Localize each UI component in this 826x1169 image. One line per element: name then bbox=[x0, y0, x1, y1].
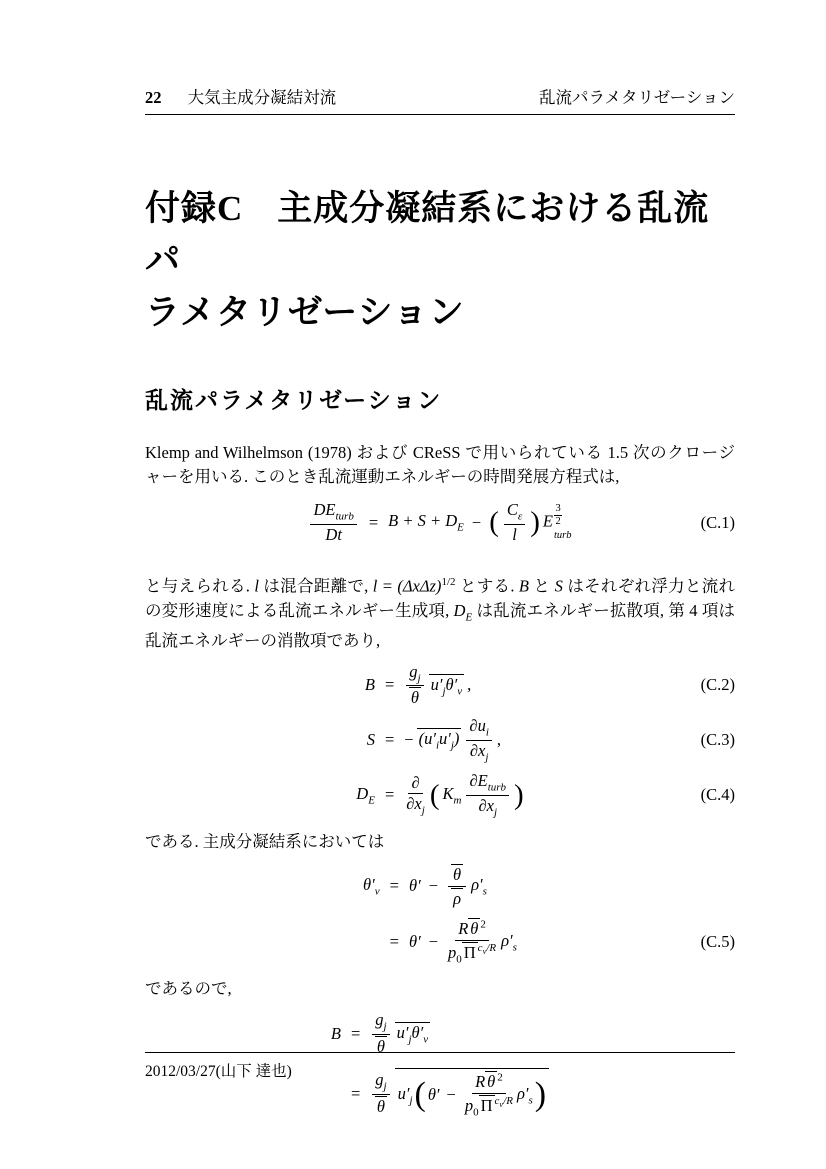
paragraph-1: Klemp and Wilhelmson (1978) および CReSS で用いられている 1.5 次のクロージャーを用いる. このとき乱流運動エネルギーの時間発展方程式は, bbox=[145, 443, 735, 486]
chapter-title bbox=[145, 183, 735, 339]
math-subscript: v bbox=[423, 1033, 429, 1046]
sup-sub-stack bbox=[554, 504, 572, 542]
header-left bbox=[145, 84, 336, 108]
math-token bbox=[431, 676, 463, 698]
equation-rhs bbox=[409, 864, 487, 908]
math-token: u′ bbox=[396, 1023, 409, 1043]
math-subscript: v bbox=[499, 1099, 504, 1110]
overbar-theta: θ bbox=[487, 1072, 496, 1092]
fraction bbox=[310, 501, 356, 544]
math-token: θ′ bbox=[427, 1085, 440, 1105]
math-token: l = (ΔxΔz) bbox=[372, 576, 442, 596]
equals-sign: = bbox=[389, 931, 399, 951]
math-token: B bbox=[518, 576, 529, 596]
math-superscript: 2 bbox=[497, 1071, 503, 1084]
math-token: l bbox=[254, 576, 259, 596]
math-token: B bbox=[364, 675, 375, 695]
overbar-pi: Π bbox=[480, 1095, 493, 1115]
math-token: c bbox=[494, 1095, 500, 1108]
equation-label: (C.2) bbox=[700, 675, 735, 695]
paragraph-2 bbox=[145, 570, 735, 653]
chapter-title-line1 bbox=[145, 183, 735, 287]
math-token: E bbox=[542, 511, 553, 531]
equation-rhs bbox=[404, 663, 471, 708]
math-token: D bbox=[453, 600, 466, 620]
math-subscript: ε bbox=[517, 510, 523, 523]
math-token: S bbox=[554, 576, 563, 596]
math-token bbox=[363, 875, 380, 897]
chapter-title-line2: ラメタリゼーション bbox=[145, 293, 465, 332]
math-subscript: 0 bbox=[456, 953, 462, 966]
math-token: u′ bbox=[397, 1083, 410, 1103]
text-run: と bbox=[528, 576, 555, 596]
equation-rhs bbox=[404, 772, 523, 818]
exponent-fraction bbox=[554, 504, 562, 528]
math-subscript: E bbox=[465, 610, 473, 623]
math-token: θ′ bbox=[408, 876, 421, 896]
overbar-theta: θ bbox=[470, 919, 479, 939]
math-token bbox=[501, 931, 517, 953]
math-token bbox=[356, 784, 375, 806]
equation-lhs bbox=[308, 501, 358, 544]
math-subscript: turb bbox=[487, 781, 507, 794]
fraction bbox=[406, 663, 423, 708]
math-token: ∂x bbox=[469, 740, 486, 760]
math-token: g bbox=[375, 1069, 384, 1089]
equals-sign: = bbox=[384, 675, 395, 695]
math-token: u′ bbox=[439, 729, 451, 749]
equals-sign: = bbox=[350, 1083, 361, 1103]
equation-C1 bbox=[197, 501, 735, 544]
math-token: B bbox=[330, 1023, 341, 1043]
right-paren: ) bbox=[514, 778, 524, 811]
chapter-title-text: 主成分凝結系における乱流パ bbox=[145, 189, 710, 280]
minus-sign: − bbox=[471, 512, 482, 532]
math-subscript: s bbox=[512, 941, 517, 954]
equation-lhs bbox=[331, 1024, 341, 1044]
minus-sign: − bbox=[428, 931, 438, 951]
math-subscript: i bbox=[485, 726, 489, 739]
footer-date-author: 2012/03/27(山下 達也) bbox=[145, 1063, 292, 1080]
comma: , bbox=[467, 675, 472, 695]
minus-sign: − bbox=[404, 730, 414, 750]
math-token: R bbox=[475, 1072, 486, 1092]
minus-sign: − bbox=[446, 1085, 456, 1105]
header-section-title: 乱流パラメタリゼーション bbox=[538, 89, 735, 107]
equation-rhs bbox=[388, 501, 571, 544]
math-token bbox=[397, 1024, 429, 1046]
math-token: ) bbox=[453, 729, 460, 749]
math-token: p bbox=[448, 942, 457, 962]
math-subscript: v bbox=[482, 946, 487, 957]
appendix-letter: C bbox=[217, 189, 244, 228]
equation-lhs bbox=[367, 730, 375, 750]
math-token bbox=[442, 784, 461, 806]
math-token: 2 bbox=[555, 516, 561, 528]
equation-lhs bbox=[363, 875, 380, 897]
math-subscript: turb bbox=[554, 529, 572, 541]
equation-label: (C.1) bbox=[700, 512, 735, 532]
math-token: g bbox=[409, 661, 418, 681]
math-token: θ′ bbox=[411, 1023, 424, 1043]
math-token bbox=[543, 504, 572, 542]
fraction bbox=[448, 918, 496, 965]
math-token: ∂x bbox=[406, 794, 422, 814]
text-run: とする. bbox=[455, 576, 519, 596]
math-token: ρ′ bbox=[516, 1083, 529, 1103]
overbar-rho: ρ bbox=[453, 888, 462, 908]
fraction bbox=[504, 501, 525, 544]
overline-group bbox=[417, 728, 462, 752]
math-token: g bbox=[375, 1010, 384, 1030]
math-subscript: j bbox=[409, 1094, 413, 1107]
left-paren: ( bbox=[489, 506, 499, 539]
equation-group-C2-C4 bbox=[197, 663, 735, 819]
header-chapter-title: 大気主成分凝結対流 bbox=[187, 89, 337, 107]
math-subscript: j bbox=[442, 684, 446, 697]
overbar-pi: Π bbox=[463, 942, 476, 962]
math-token bbox=[517, 1084, 533, 1106]
equals-sign: = bbox=[389, 876, 399, 896]
math-token: p bbox=[464, 1095, 474, 1115]
math-subscript: j bbox=[450, 739, 454, 752]
math-subscript: v bbox=[457, 684, 463, 697]
math-token: ρ′ bbox=[471, 875, 483, 895]
math-token: c bbox=[477, 942, 483, 955]
math-subscript: v bbox=[374, 885, 380, 898]
math-token: (u′ bbox=[418, 729, 436, 749]
overline-group bbox=[429, 674, 465, 698]
text-run: は混合距離で, bbox=[258, 576, 373, 596]
equation-C5 bbox=[197, 864, 735, 965]
equation-rhs bbox=[404, 717, 501, 763]
math-token: K bbox=[442, 784, 454, 804]
math-superscript: 2 bbox=[480, 918, 486, 931]
math-token: ∂u bbox=[469, 715, 486, 735]
overline-group bbox=[395, 1022, 431, 1046]
math-superscript: 1/2 bbox=[441, 576, 456, 589]
math-subscript: 0 bbox=[473, 1106, 479, 1119]
overbar-theta: θ bbox=[376, 1096, 385, 1116]
text-run: と与えられる. bbox=[145, 576, 255, 596]
math-superscript bbox=[477, 942, 497, 957]
math-token: /R bbox=[503, 1095, 513, 1108]
math-subscript: s bbox=[482, 885, 487, 898]
equation-rhs bbox=[409, 918, 517, 965]
equals-sign: = bbox=[368, 512, 379, 532]
fraction bbox=[466, 772, 509, 818]
section-heading: 乱流パラメタリゼーション bbox=[145, 387, 443, 413]
overbar-theta: θ bbox=[410, 688, 419, 708]
equals-sign: = bbox=[350, 1023, 361, 1043]
math-token bbox=[471, 875, 487, 897]
math-subscript: m bbox=[453, 794, 462, 807]
appendix-label-jp: 付録 bbox=[145, 189, 218, 228]
math-token: θ′ bbox=[408, 931, 421, 951]
math-token: DE bbox=[313, 500, 336, 519]
math-token bbox=[419, 730, 460, 752]
equation-label: (C.5) bbox=[700, 931, 735, 951]
paragraph-4: であるので, bbox=[145, 979, 232, 999]
math-token: Dt bbox=[325, 524, 342, 544]
math-subscript: j bbox=[408, 1033, 412, 1046]
right-paren: ) bbox=[530, 506, 540, 539]
fraction bbox=[372, 1011, 389, 1056]
overbar-theta: θ bbox=[376, 1037, 385, 1057]
comma: , bbox=[496, 730, 502, 750]
math-token: D bbox=[356, 784, 369, 804]
math-token: l bbox=[512, 524, 517, 544]
left-paren: ( bbox=[414, 1076, 426, 1114]
page-footer bbox=[145, 1052, 735, 1081]
right-paren: ) bbox=[534, 1076, 547, 1114]
equation-label: (C.4) bbox=[700, 785, 735, 805]
math-token: S bbox=[366, 730, 375, 750]
math-token: ∂E bbox=[469, 771, 488, 791]
math-subscript: turb bbox=[335, 510, 354, 523]
math-token: u′ bbox=[430, 674, 443, 694]
text-run: はそれぞれ浮力と流れの変形速度による乱流エネルギー生成項, bbox=[145, 576, 736, 620]
equals-sign: = bbox=[384, 730, 395, 750]
math-token bbox=[388, 511, 464, 533]
math-token: C bbox=[506, 500, 518, 519]
math-token: B + S + D bbox=[388, 511, 458, 531]
math-superscript bbox=[494, 1095, 513, 1110]
left-paren: ( bbox=[429, 778, 440, 811]
math-token: 3 bbox=[554, 504, 562, 517]
math-subscript: j bbox=[493, 806, 498, 819]
text-run: は乱流エネルギー拡散項, 第 4 項は乱流エネルギーの消散項であり, bbox=[145, 600, 736, 650]
equation-lhs bbox=[365, 675, 375, 695]
page-number: 22 bbox=[145, 88, 162, 107]
math-token bbox=[398, 1084, 413, 1106]
math-token: θ′ bbox=[445, 674, 458, 694]
equation-rhs bbox=[370, 1011, 430, 1056]
math-subscript: j bbox=[383, 1080, 387, 1093]
equation-label: (C.3) bbox=[700, 730, 735, 750]
equals-sign: = bbox=[384, 785, 395, 805]
math-subscript: j bbox=[417, 672, 421, 685]
math-token: ρ′ bbox=[501, 930, 513, 950]
math-subscript: j bbox=[383, 1020, 387, 1033]
fraction bbox=[448, 864, 466, 908]
math-token: /R bbox=[486, 942, 497, 955]
fraction bbox=[466, 717, 491, 763]
math-token: θ′ bbox=[363, 875, 375, 895]
math-subscript: i bbox=[435, 739, 439, 752]
fraction bbox=[406, 774, 425, 817]
equation-lhs bbox=[356, 784, 375, 806]
overbar-theta: θ bbox=[453, 865, 462, 885]
math-token: R bbox=[458, 919, 469, 939]
math-subscript: E bbox=[368, 794, 375, 807]
math-subscript: j bbox=[421, 804, 425, 817]
paragraph-3: である. 主成分凝結系においては bbox=[145, 832, 385, 852]
math-token: ∂x bbox=[478, 795, 494, 815]
math-subscript: E bbox=[457, 521, 464, 534]
page-header bbox=[145, 84, 735, 115]
math-token: ∂ bbox=[411, 772, 420, 792]
minus-sign: − bbox=[428, 876, 438, 896]
math-subscript: j bbox=[485, 750, 489, 763]
math-subscript: s bbox=[528, 1094, 533, 1107]
